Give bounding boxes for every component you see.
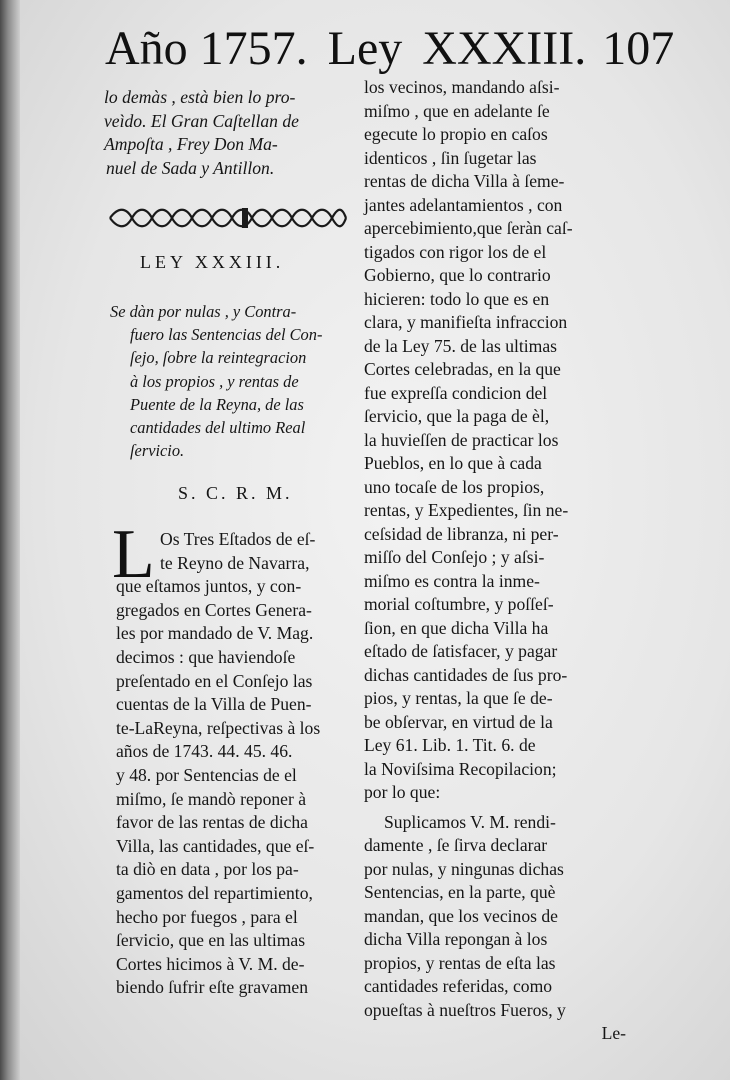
text-line: ſervicio, que en las ultimas bbox=[116, 930, 306, 951]
text-line: nuel de Sada y Antillon. bbox=[106, 157, 275, 178]
header-year: Año 1757. bbox=[105, 22, 308, 75]
text-line: cuentas de la Villa de Puen- bbox=[116, 694, 312, 715]
text-line: fue expreſſa condicion del bbox=[364, 382, 548, 403]
text-line: miſſo del Conſejo ; y aſsi- bbox=[364, 547, 545, 567]
text-line: te Reyno de Navarra, bbox=[160, 552, 310, 573]
petition-body-left bbox=[116, 528, 356, 1000]
text-line: uno tocaſe de los propios, bbox=[364, 476, 545, 497]
running-header bbox=[105, 14, 725, 84]
text-line: damente , ſe ſirva declarar bbox=[364, 835, 548, 855]
text-line: miſmo, ſe mandò reponer à bbox=[116, 788, 307, 809]
text-line: ta diò en data , por los pa- bbox=[116, 859, 299, 880]
text-line: ſejo, ſobre la reintegracion bbox=[130, 348, 307, 368]
text-line: be obſervar, en virtud de la bbox=[364, 711, 553, 732]
text-line: te-LaReyna, reſpectivas à los bbox=[116, 717, 321, 738]
text-line: veìdo. El Gran Caſtellan de bbox=[104, 110, 299, 131]
text-line: preſentado en el Conſejo las bbox=[116, 670, 313, 691]
text-line: Cortes celebradas, en la que bbox=[364, 359, 561, 379]
text-line: les por mandado de V. Mag. bbox=[116, 623, 314, 644]
text-line: Villa, las cantidades, que eſ- bbox=[116, 835, 315, 856]
text-line: pios, y rentas, la que ſe de- bbox=[364, 688, 553, 708]
text-line: ceſsidad de libranza, ni per- bbox=[364, 523, 559, 544]
text-line: ſervicio. bbox=[130, 441, 185, 461]
text-line: favor de las rentas de dicha bbox=[116, 812, 308, 833]
catchword: Le- bbox=[601, 1023, 626, 1043]
text-line: hecho por fuegos , para el bbox=[116, 906, 298, 927]
previous-law-ending bbox=[104, 86, 356, 180]
text-line: clara, y manifieſta infraccion bbox=[364, 312, 568, 332]
text-line: identicos , ſin ſugetar las bbox=[364, 147, 537, 168]
text-line: apercebimiento,que ſeràn caſ- bbox=[364, 218, 573, 238]
text-line: dichas cantidades de ſus pro- bbox=[364, 664, 568, 685]
text-line: propios, y rentas de eſta las bbox=[364, 952, 556, 973]
law-title: LEY XXXIII. bbox=[140, 252, 285, 272]
text-line: decimos : que haviendoſe bbox=[116, 646, 296, 667]
text-line: Puente de la Reyna, de las bbox=[130, 394, 304, 414]
text-line: lo demàs , està bien lo pro- bbox=[104, 87, 296, 107]
page-gutter bbox=[0, 0, 20, 1080]
text-line: Se dàn por nulas , y Contra- bbox=[110, 302, 297, 321]
text-line: rentas, y Expedientes, ſin ne- bbox=[364, 500, 569, 520]
text-line: años de 1743. 44. 45. 46. bbox=[116, 741, 293, 762]
text-line: Suplicamos V. M. rendi- bbox=[384, 811, 556, 832]
text-line: que eſtamos juntos, y con- bbox=[116, 576, 302, 597]
header-ley: Ley bbox=[327, 22, 403, 75]
text-line: cantidades referidas, como bbox=[364, 976, 553, 996]
text-line: dicha Villa repongan à los bbox=[364, 929, 548, 949]
text-line: Ampoſta , Frey Don Ma- bbox=[104, 134, 278, 154]
text-line: gregados en Cortes Genera- bbox=[116, 599, 312, 620]
text-line: Gobierno, que lo contrario bbox=[364, 265, 551, 285]
text-line: miſmo es contra la inme- bbox=[364, 570, 540, 591]
text-line: ſion, en que dicha Villa ha bbox=[364, 617, 549, 638]
text-line: miſmo , que en adelante ſe bbox=[364, 100, 550, 121]
right-column bbox=[364, 76, 626, 1046]
text-line: Pueblos, en lo que à cada bbox=[364, 453, 542, 473]
text-line: Os Tres Eſtados de eſ- bbox=[160, 529, 316, 549]
drop-capital: L bbox=[112, 516, 155, 593]
text-line: de la Ley 75. de las ultimas bbox=[364, 335, 557, 356]
header-page-number: 107 bbox=[602, 22, 675, 75]
header-number: XXXIII. bbox=[422, 22, 587, 75]
law-summary bbox=[110, 300, 358, 462]
text-line: y 48. por Sentencias de el bbox=[116, 764, 297, 785]
text-line: gamentos del repartimiento, bbox=[116, 882, 313, 903]
text-line: ſervicio, que la paga de èl, bbox=[364, 406, 550, 426]
text-line: morial coſtumbre, y poſſeſ- bbox=[364, 594, 554, 614]
text-line: Ley 61. Lib. 1. Tit. 6. de bbox=[364, 735, 536, 755]
text-line: Sentencias, en la parte, què bbox=[364, 882, 556, 902]
text-line: rentas de dicha Villa à ſeme- bbox=[364, 171, 565, 191]
salutation: S. C. R. M. bbox=[178, 483, 293, 503]
text-line: por lo que: bbox=[364, 782, 441, 802]
decorative-ornament-rule bbox=[106, 205, 348, 231]
text-line: la Noviſsima Recopilacion; bbox=[364, 758, 557, 779]
text-line: por nulas, y ningunas dichas bbox=[364, 858, 564, 879]
text-line: eſtado de ſatisfacer, y pagar bbox=[364, 641, 558, 661]
text-line: cantidades del ultimo Real bbox=[130, 417, 306, 437]
text-line: mandan, que los vecinos de bbox=[364, 905, 558, 926]
text-line: biendo ſufrir eſte gravamen bbox=[116, 977, 308, 998]
text-line: los vecinos, mandando aſsi- bbox=[364, 77, 560, 97]
text-line: jantes adelantamientos , con bbox=[364, 194, 563, 215]
text-line: tigados con rigor los de el bbox=[364, 241, 547, 262]
text-line: egecute lo propio en caſos bbox=[364, 124, 548, 144]
text-line: la huvieſſen de practicar los bbox=[364, 429, 559, 450]
text-line: Cortes hicimos à V. M. de- bbox=[116, 953, 305, 974]
text-line: hicieren: todo lo que es en bbox=[364, 288, 550, 309]
text-line: fuero las Sentencias del Con- bbox=[130, 325, 323, 345]
text-line: opueſtas à nueſtros Fueros, y bbox=[364, 999, 566, 1020]
text-line: à los propios , y rentas de bbox=[130, 371, 299, 391]
